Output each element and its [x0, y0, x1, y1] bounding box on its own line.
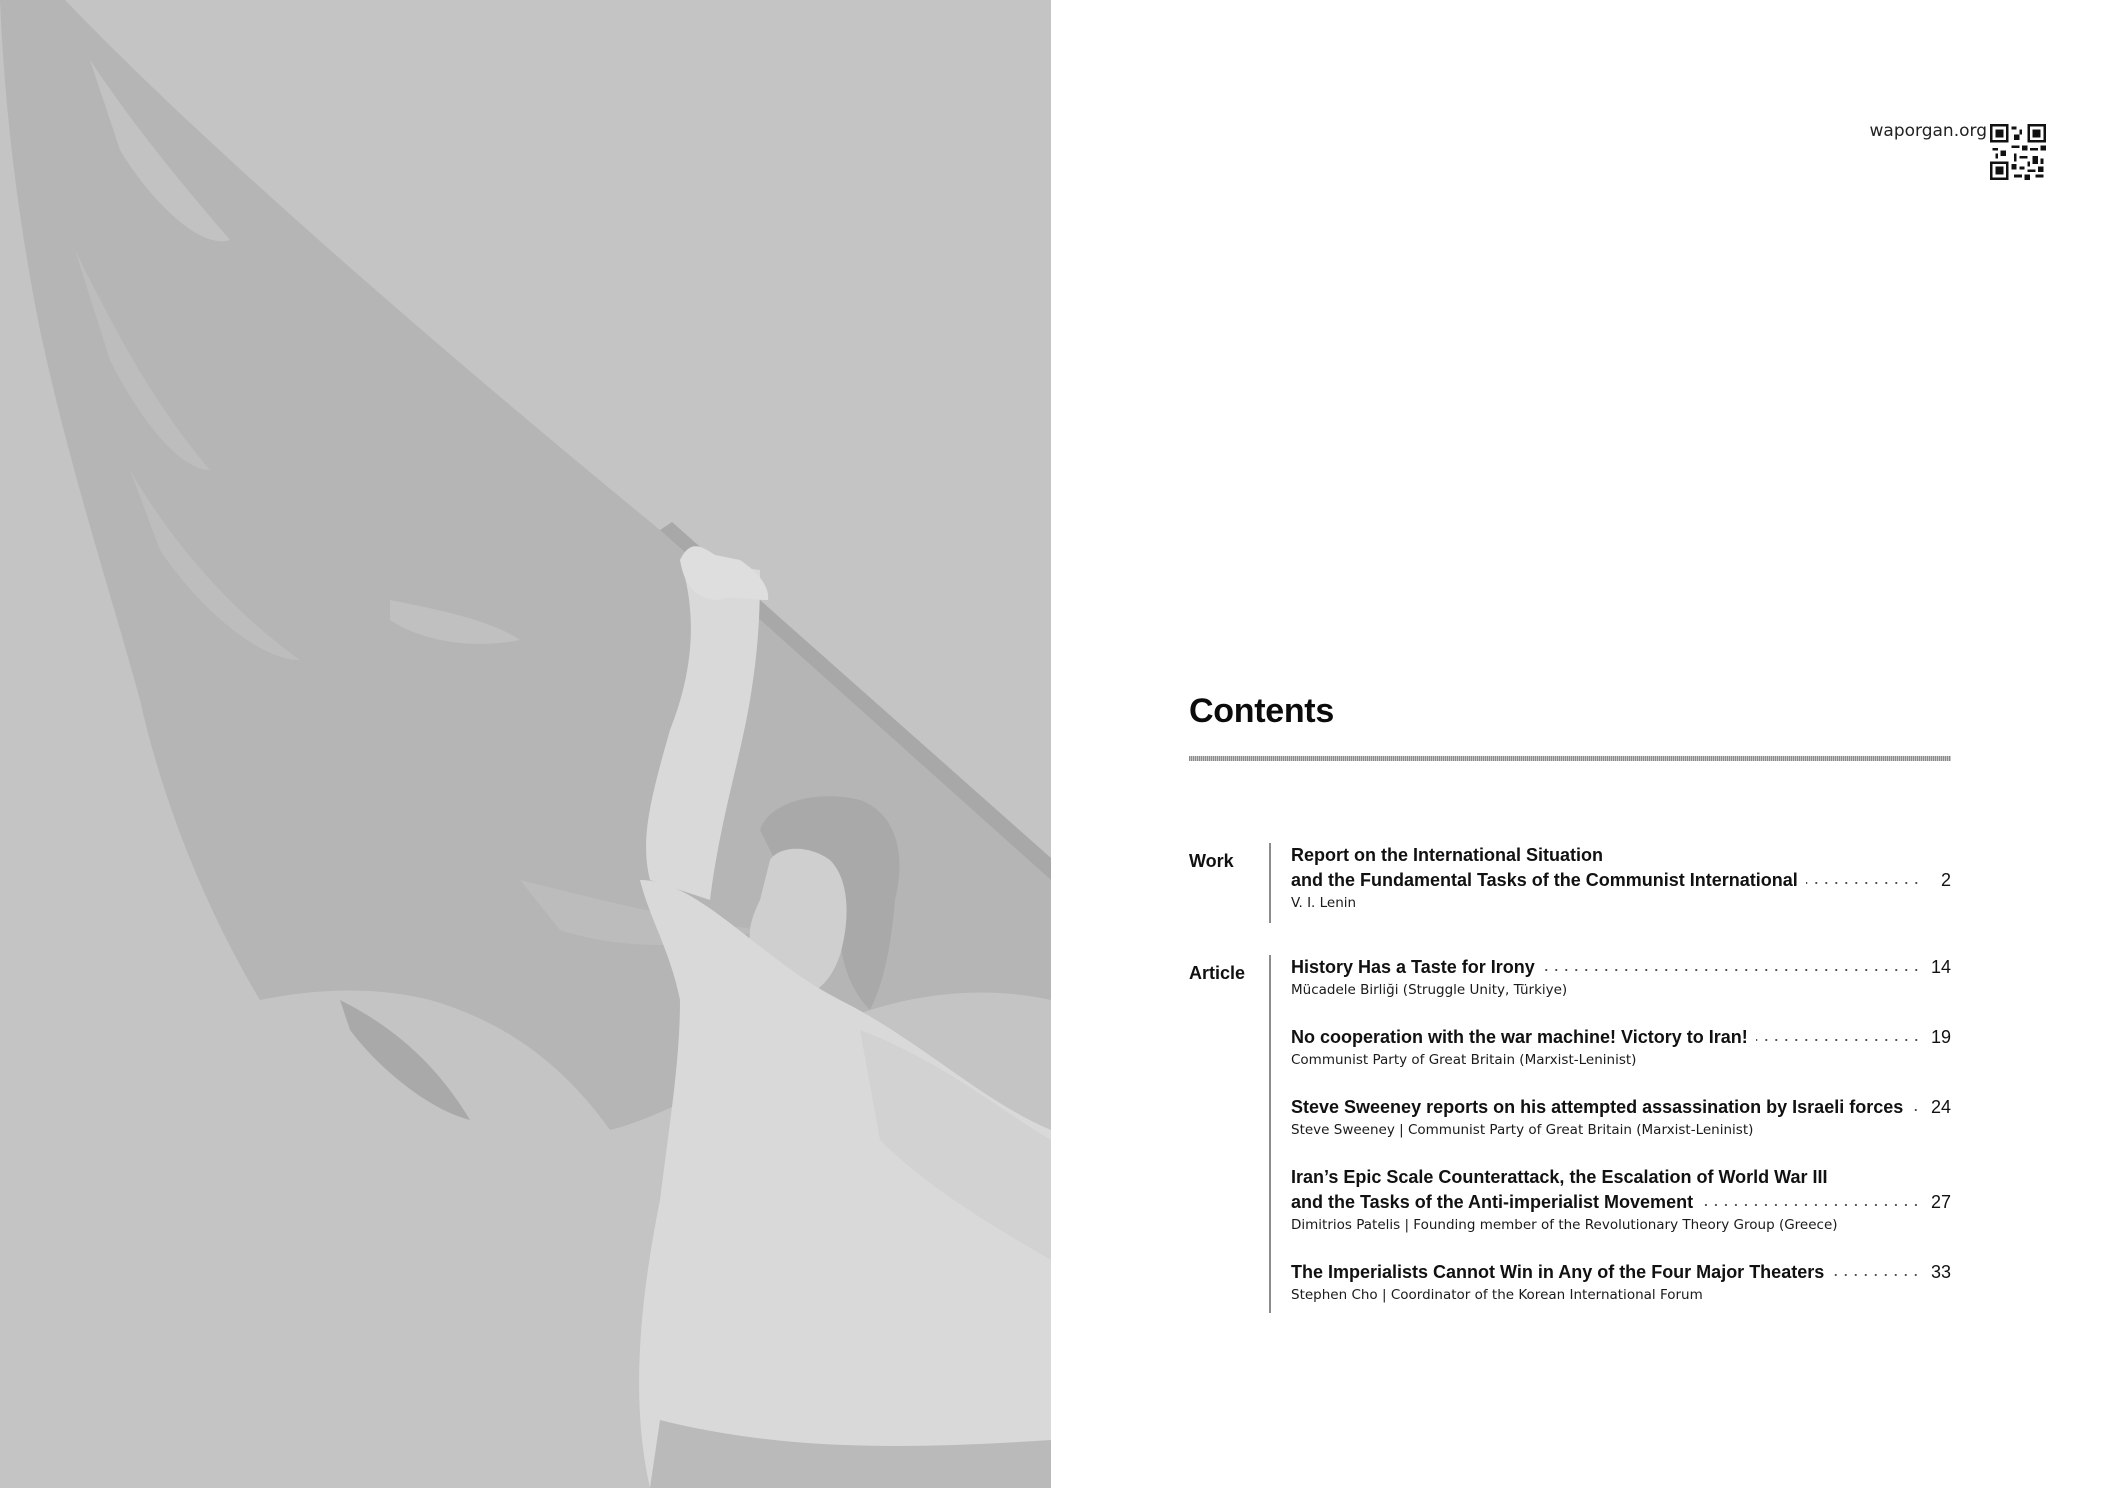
page-number: 24	[1930, 1097, 1951, 1117]
entry-author: V. I. Lenin	[1291, 895, 1357, 911]
dot-leader	[1756, 1037, 1921, 1043]
dot-leader	[1543, 967, 1921, 973]
toc-entry-irony[interactable]	[1291, 955, 1951, 1000]
entry-title	[1291, 1025, 1951, 1050]
section-divider-bar	[1269, 955, 1271, 1313]
page-number: 19	[1930, 1027, 1951, 1047]
page-number: 2	[1940, 870, 1951, 890]
contents-heading: Contents	[1189, 692, 1334, 730]
toc-entry-iran-counterattack[interactable]	[1291, 1165, 1951, 1235]
toc-entry-report[interactable]	[1291, 843, 1951, 913]
dot-leader	[1832, 1272, 1921, 1278]
entry-title-text: No cooperation with the war machine! Victory to Iran!	[1291, 1027, 1748, 1047]
section-label-article: Article	[1189, 963, 1246, 983]
page-number: 14	[1930, 957, 1951, 977]
section-label-work: Work	[1189, 851, 1234, 871]
entry-author: Mücadele Birliği (Struggle Unity, Türkiye)	[1291, 982, 1568, 998]
entry-author: Communist Party of Great Britain (Marxist-Leninist)	[1291, 1052, 1637, 1068]
page-number: 27	[1930, 1192, 1951, 1212]
contents-page	[1051, 0, 2102, 1488]
dot-leader	[1806, 880, 1921, 886]
entry-title-text: The Imperialists Cannot Win in Any of the Four Major Theaters	[1291, 1262, 1825, 1282]
entry-title-line-1: Iran’s Epic Scale Counterattack, the Escalation of World War III	[1291, 1167, 1828, 1187]
entry-title	[1291, 1165, 1951, 1190]
entry-title-text: Steve Sweeney reports on his attempted assassination by Israeli forces	[1291, 1097, 1904, 1117]
entry-author: Stephen Cho | Coordinator of the Korean International Forum	[1291, 1287, 1703, 1303]
toc-entry-steve-sweeney[interactable]	[1291, 1095, 1951, 1140]
dot-leader	[1701, 1202, 1921, 1208]
section-divider-bar	[1269, 843, 1271, 923]
entry-title-line-1: Report on the International Situation	[1291, 845, 1603, 865]
entry-author: Dimitrios Patelis | Founding member of the Revolutionary Theory Group (Greece)	[1291, 1217, 1838, 1233]
site-url[interactable]: waporgan.org	[1869, 121, 1987, 141]
entry-title-line-2: and the Fundamental Tasks of the Communist International	[1291, 870, 1798, 890]
page-number: 33	[1930, 1262, 1951, 1282]
entry-title-text: History Has a Taste for Irony	[1291, 957, 1535, 977]
entry-title-line-2: and the Tasks of the Anti-imperialist Movement	[1291, 1192, 1694, 1212]
dot-leader	[1911, 1107, 1921, 1113]
entry-author: Steve Sweeney | Communist Party of Great Britain (Marxist-Leninist)	[1291, 1122, 1754, 1138]
qr-code-icon[interactable]	[1990, 124, 2046, 180]
entry-title	[1291, 868, 1951, 893]
entry-title	[1291, 1260, 1951, 1285]
entry-title	[1291, 1095, 1951, 1120]
entry-title	[1291, 843, 1951, 868]
toc-entry-imperialists[interactable]	[1291, 1260, 1951, 1305]
title-divider	[1189, 756, 1951, 761]
toc-entry-no-cooperation[interactable]	[1291, 1025, 1951, 1070]
entry-title	[1291, 1190, 1951, 1215]
entry-title	[1291, 955, 1951, 980]
